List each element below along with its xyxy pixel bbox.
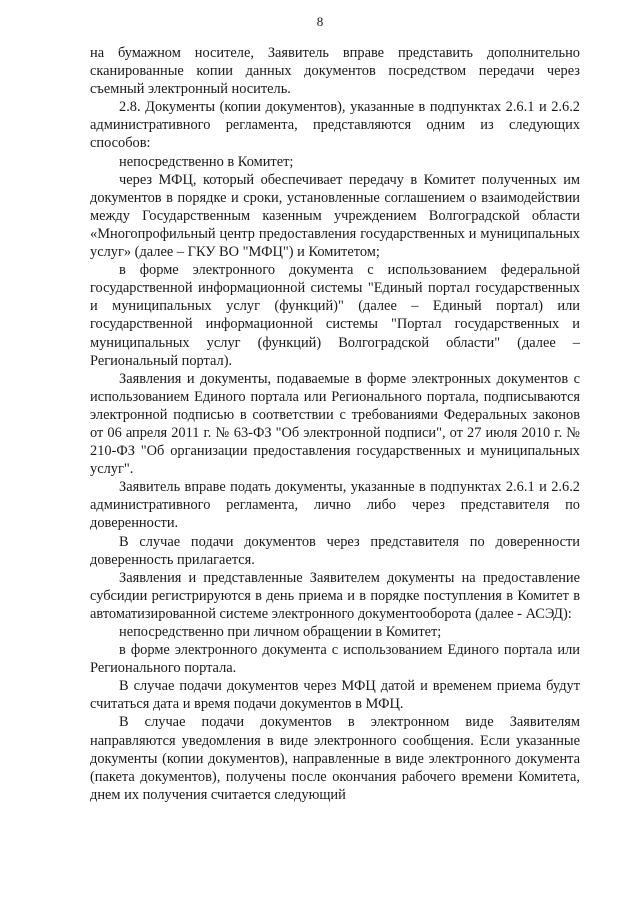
paragraph: Заявитель вправе подать документы, указанные в подпунктах 2.6.1 и 2.6.2 административного регламента, лично либо через представителя по доверенности.	[90, 479, 580, 532]
paragraph: в форме электронного документа с использованием федеральной государственной информационной системы "Единый портал государственных и муниципальных услуг (функций)" (далее – Единый портал) или государственной информационной системы "Портал государственных и муниципальных услуг (функций) Волгоградской области" (далее – Региональный портал).	[90, 262, 580, 369]
paragraph: В случае подачи документов через МФЦ датой и временем приема будут считаться дата и время подачи документов в МФЦ.	[90, 678, 580, 713]
paragraph: Заявления и документы, подаваемые в форме электронных документов с использованием Единого портала или Регионального портала, подписываются электронной подписью в соответствии с требованиями Федеральных законов от 06 апреля 2011 г. № 63-ФЗ "Об электронной подписи", от 27 июля 2010 г. № 210-ФЗ "Об организации предоставления государственных и муниципальных услуг".	[90, 370, 580, 478]
paragraph: непосредственно в Комитет;	[119, 153, 294, 170]
paragraph: через МФЦ, который обеспечивает передачу в Комитет полученных им документов в порядке и сроки, установленные соглашением о взаимодействии между Государственным казенным учреждением Волгоградской области «Многопрофильный центр предоставления государственных и муниципальных услуг» (далее – ГКУ ВО "МФЦ") и Комитетом;	[90, 171, 580, 261]
paragraph: В случае подачи документов через представителя по доверенности доверенность прилагается.	[90, 533, 580, 568]
paragraph: В случае подачи документов в электронном виде Заявителям направляются уведомления в виде электронного сообщения. Если указанные документы (копии документов), направленные в виде электронного документа (пакета документов), получены после окончания рабочего времени Комитета, днем их получения считается следующий	[90, 714, 580, 803]
document-body	[90, 44, 580, 804]
paragraph: 2.8. Документы (копии документов), указанные в подпунктах 2.6.1 и 2.6.2 административного регламента, представляются одним из следующих способов:	[90, 99, 580, 152]
paragraph: на бумажном носителе, Заявитель вправе представить дополнительно сканированные копии данных документов посредством передачи через съемный электронный носитель.	[90, 45, 580, 98]
paragraph: непосредственно при личном обращении в Комитет;	[119, 624, 442, 640]
page-number: 8	[316, 14, 324, 29]
paragraph: в форме электронного документа с использованием Единого портала или Регионального портала.	[90, 642, 580, 677]
paragraph: Заявления и представленные Заявителем документы на предоставление субсидии регистрируются в день приема и в порядке поступления в Комитет в автоматизированной системе электронного документооборота (далее - АСЭД):	[90, 569, 580, 622]
